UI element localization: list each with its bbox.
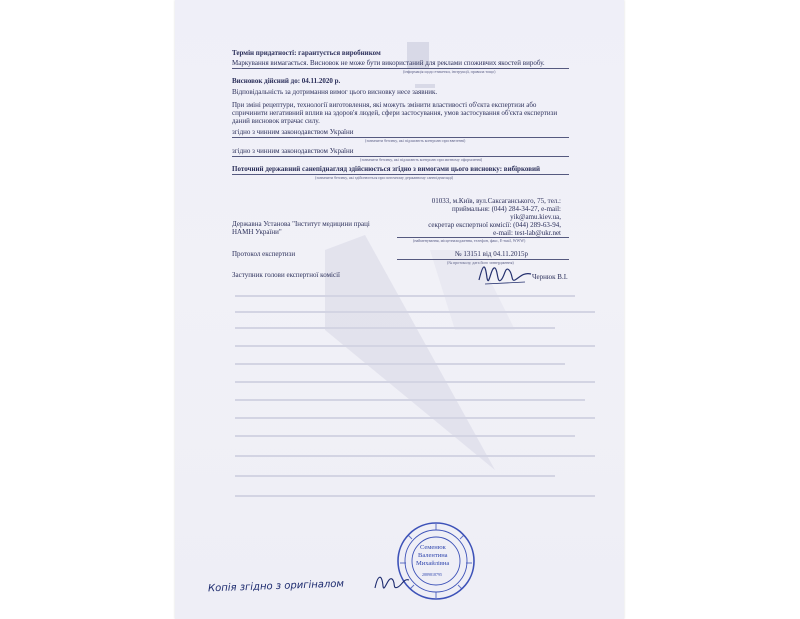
term-label: Термін придатності: гарантується виробником <box>232 49 381 57</box>
address-caption: (найменування, місцезнаходження, телефон, факс, E-mail, WWW) <box>413 238 526 243</box>
document-page <box>175 0 624 619</box>
law-text-customs: згідно з чинним законодавством України <box>232 147 354 155</box>
seal-name-line2: Валентина <box>418 552 448 559</box>
seal-name-line3: Михайлівна <box>416 560 450 567</box>
protocol-value: № 13151 від 04.11.2015р <box>455 250 528 258</box>
signature-image <box>475 258 535 290</box>
change-text-line1: При зміні рецептури, технології виготовлення, які можуть змінити властивості об'єкта експертизи або <box>232 101 537 109</box>
seal-number: 2889818795 <box>422 572 442 577</box>
law-import-caption: (зазначити безпеку, які підлягають контролю при ввезенні) <box>365 138 466 143</box>
law-customs-caption: (зазначити безпеку, які підлягають контролю при митному оформленні) <box>360 157 483 162</box>
change-text-line2: спричинити негативний вплив на здоров'я людей, сфери застосування, умов застосування об'єкта експертизи <box>232 109 558 117</box>
seal-name-line1: Семенюк <box>420 544 446 551</box>
address-line1: 01033, м.Київ, вул.Саксаганського, 75, тел.: <box>431 197 561 205</box>
marking-text: Маркування вимагається. Висновок не може бути використаний для реклами споживчих якостей виробу. <box>232 59 545 67</box>
deputy-label: Заступник голови експертної комісії <box>232 271 340 279</box>
protocol-caption: (№ протоколу, дата його затвердження) <box>447 260 514 265</box>
law-text-import: згідно з чинним законодавством України <box>232 128 354 136</box>
address-line2: приймальня: (044) 284-34-27, e-mail: <box>451 205 561 213</box>
supervision-text: Поточний державний санепіднагляд здійснюється згідно з вимогами цього висновку: вибірковий <box>232 165 541 173</box>
marking-caption: (інформація щодо етикетки, інструкції, правила тощо) <box>403 69 496 74</box>
address-line4: секретар експертної комісії: (044) 289-63-94, <box>428 221 561 229</box>
supervision-caption: (зазначити безпеку, які здійснюється при поточному державному санепіднагляді) <box>315 175 454 180</box>
institution-line1: Державна Установа "Інститут медицини праці <box>232 220 370 228</box>
handwritten-note: Копія згідно з оригіналом <box>207 578 345 595</box>
change-text-line3: даний висновок втрачає силу. <box>232 117 320 125</box>
address-line5: e-mail: test-lab@ukr.net <box>493 229 561 237</box>
responsibility-text: Відповідальність за дотримання вимог цього висновку несе заявник. <box>232 88 438 96</box>
valid-until: Висновок дійсний до: 04.11.2020 р. <box>232 77 341 85</box>
divider <box>232 68 569 69</box>
handwritten-signature <box>372 570 412 596</box>
institution-line2: НАМН України" <box>232 228 282 236</box>
protocol-label: Протокол експертизи <box>232 250 296 258</box>
address-line3: yik@amu.kiev.ua, <box>510 213 561 221</box>
deputy-name: Чернюк В.І. <box>532 273 568 281</box>
